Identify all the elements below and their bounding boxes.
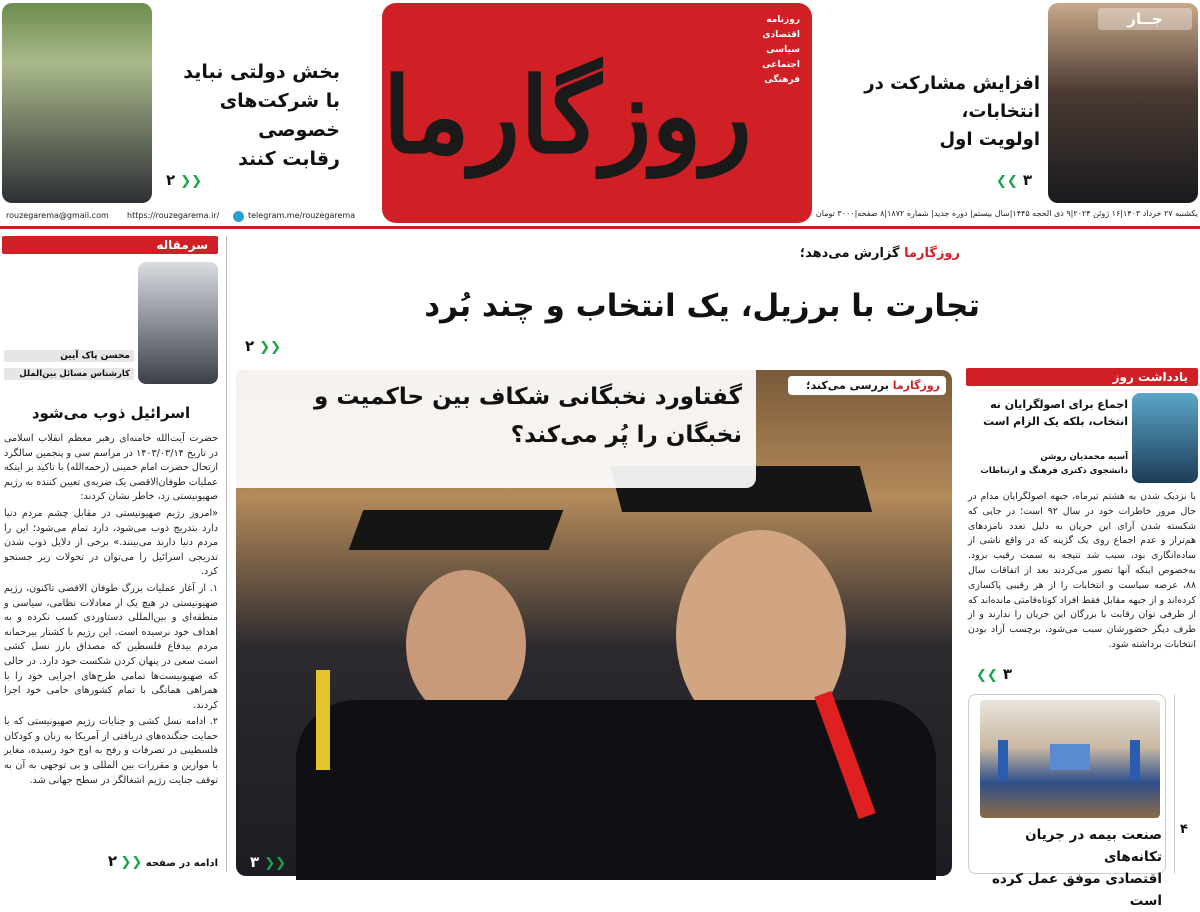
editorial-author-photo — [138, 262, 218, 384]
note-page-ref[interactable]: ❮❮ ۳ — [976, 665, 1013, 683]
insurance-rule — [1174, 694, 1175, 874]
masthead-logo: روزگارما — [382, 54, 752, 177]
top-left-headline[interactable]: بخش دولتی نباید با شرکت‌های خصوصی رقابت کنند — [183, 61, 340, 170]
top-right-photo — [1048, 3, 1198, 203]
flag-icon — [998, 740, 1008, 780]
lead-headline[interactable]: تجارت با برزیل، یک انتخاب و چند بُرد — [424, 288, 980, 324]
feature-kicker: روزگارما بررسی می‌کند؛ — [788, 376, 946, 395]
website[interactable]: https://rouzegarema.ir/ — [127, 211, 220, 220]
editorial-author-name: محسن پاک آیین — [4, 350, 134, 362]
graduation-cap-icon — [349, 510, 564, 550]
feature-page-ref[interactable]: ۳ ❯❯ — [250, 853, 287, 871]
note-section-tag: یادداشت روز — [966, 368, 1198, 386]
arrow-icon: ❮❮ — [976, 668, 998, 683]
note-author-title: دانشجوی دکتری فرهنگ و ارتباطات — [980, 466, 1128, 476]
email[interactable]: rouzegarema@gmail.com — [6, 211, 109, 220]
editorial-body: حضرت آیت‌الله خامنه‌ای رهبر معظم انقلاب اسلامی در تاریخ ۱۴۰۳/۰۳/۱۴ در مراسم سی و پنجمین سالگرد ارتحال حضرت امام خمینی (رحمه‌الله) با تاکید بر اینکه عملیات طوفان‌الاقصی یک ضربه‌ی تعیین کننده به رژیم صهیونیستی زد، خاطر نشان کردند: «امروز رژیم صهیونیستی در مقابل چشم مردم دنیا دارد بتدریج ذوب می‌شود، دارد تمام می‌شود؛ این را مردم دنیا دارند می‌بینند.» برخی از دلایل ذوب شدن تدریجی اسرائیل را می‌توان در تحولات زیر جستجو کرد. ۱. از آغاز عملیات بزرگ طوفان الاقصی تاکنون، رژیم صهیونیستی در هیچ یک از معادلات نظامی، سیاسی و منطقه‌ای و بین‌المللی دستاوردی کسب نکرده و به اهداف خود نرسیده است. این رژیم با کشتار بیرحمانه مردم بیدفاع فلسطین که مصداق بارز نسل کشی است سعی در پنهان کردن شکست خود دارد. در حالی که صهیونیست‌ها تمامی طرح‌های اجرایی خود را با همراهی همانگی با تمام کشورهای حامی خود اجرا کردند. ۲. ادامه نسل کشی و جنایات رژیم صهیونیستی که با حمایت جنگنده‌های دریافتی از آمریکا به زنان و کودکان فلسطینی در تصرفات و رفح به اوج خود رسیده، مغایر با موازین و مقررات بین المللی و بی توجهی به آن به توقف جنایت رژیم اشغالگر در سطح جهانی شد. — [4, 433, 218, 786]
masthead-tagline: روزنامه اقتصادی سیاسی اجتماعی فرهنگی — [762, 15, 800, 85]
masthead-rule — [0, 226, 1200, 229]
top-right-page-ref[interactable]: ❮❮ ۳ — [996, 171, 1033, 189]
watermark: جــار — [1098, 8, 1192, 30]
insurance-photo — [980, 700, 1160, 818]
editorial-title[interactable]: اسرائیل ذوب می‌شود — [31, 404, 191, 422]
note-author-name: آسیه محمدیان روشن — [1040, 452, 1128, 462]
screen-icon — [1050, 744, 1090, 770]
feature-headline-box[interactable]: گفتاورد نخبگانی شکاف بین حاکمیت و نخبگان را پُر می‌کند؟ — [236, 370, 756, 488]
insurance-headline[interactable]: صنعت بیمه در جریان تکانه‌های اقتصادی موفق عمل کرده است — [991, 827, 1162, 909]
telegram[interactable]: telegram.me/rouzegarema — [248, 211, 356, 220]
student-face — [406, 570, 526, 720]
note-body: با نزدیک شدن به هشتم تیرماه، جبهه اصولگرایان مدام در حال مرور خاطرات خود در سال ۹۲ است؛ در جایی که شکسته شدن آرای این جریان به دلیل تعدد نامزدهای هم‌تراز و عدم اجماع روی یک گزینه که در واقع ناشی از ساده‌انگاری بود، سبب شد نتیجه به سمت رقیب برود. به‌خصوص اینکه آنها تصور می‌کردند بعد از اتفاقات سال ۸۸، عرصه سیاست و انتخابات را از هر رقیبی پاکسازی کرده‌اند و از جبهه مقابل فقط افراد کوتاه‌قامتی مانده‌اند که از طرفی توان رقابت با بزرگان این جریان را ندارند و از طرف دیگر حضورشان سبب می‌شود، برچسب آزاد بودن انتخابات برداشته شود. — [968, 491, 1196, 650]
lead-kicker: روزگارما گزارش می‌دهد؛ — [799, 246, 960, 261]
arrow-icon: ❯❯ — [264, 856, 287, 871]
arrow-icon: ❯❯ — [259, 340, 282, 355]
top-left-photo — [2, 3, 152, 203]
contact-bar — [2, 208, 374, 224]
insurance-page-ref[interactable]: ۴ — [1180, 822, 1188, 837]
top-right-headline[interactable]: افزایش مشارکت در انتخابات، اولویت اول — [864, 73, 1040, 150]
top-left-page-ref[interactable]: ۲ ❯❯ — [166, 171, 203, 189]
editorial-divider — [226, 236, 227, 872]
lead-page-ref[interactable]: ۲ ❯❯ — [245, 337, 282, 355]
masthead-logo-box — [382, 3, 812, 223]
arrow-icon: ❮❮ — [996, 174, 1018, 189]
dateline: یکشنبه ۲۷ خرداد ۱۴۰۳|۱۶ ژوئن ۲۰۲۴|۹ ذی الحجه ۱۴۴۵|سال بیستم| دوره جدید| شماره ۱۸۷۲|۸ صفحه|۳۰۰۰ تومان — [815, 209, 1198, 218]
note-title[interactable]: اجماع برای اصولگرایان نه انتخاب، بلکه یک الزام است — [983, 398, 1128, 428]
note-author-photo — [1132, 393, 1198, 483]
editorial-section-tag: سرمقاله — [2, 236, 218, 254]
telegram-icon — [233, 211, 244, 222]
editorial-continue[interactable]: ادامه در صفحه ❮❮ ۲ — [107, 852, 218, 870]
arrow-icon: ❮❮ — [120, 855, 143, 870]
tassel — [316, 670, 330, 770]
flag-icon — [1130, 740, 1140, 780]
editorial-author-title: کارشناس مسائل بین‌الملل — [4, 368, 134, 380]
arrow-icon: ❯❯ — [180, 174, 203, 189]
